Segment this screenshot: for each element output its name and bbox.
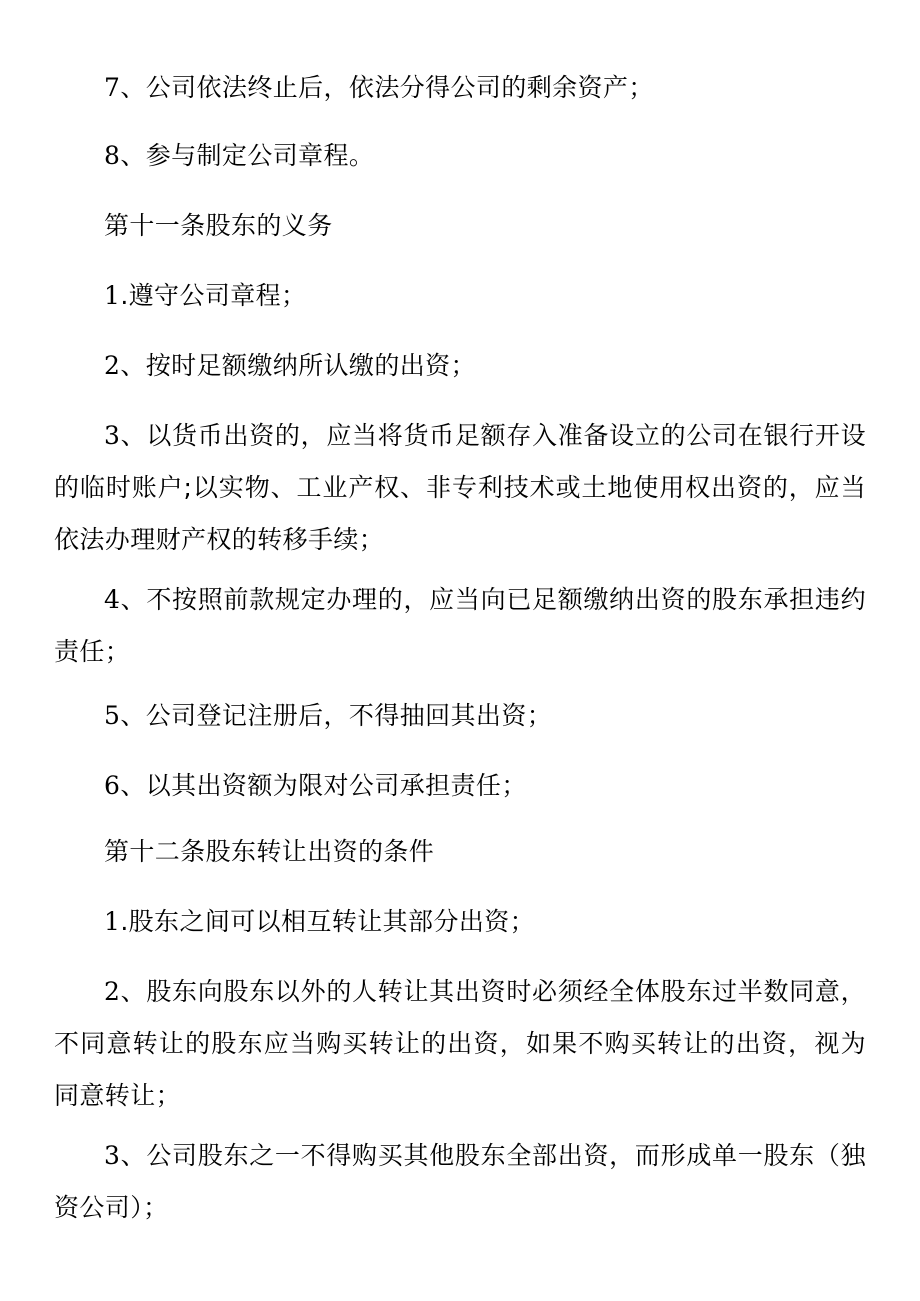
item-number: 1: [104, 281, 121, 310]
paragraph-transfer-1: [54, 896, 866, 948]
item-number: 2: [104, 351, 121, 380]
paragraph-text: 、股东向股东以外的人转让其出资时必须经全体股东过半数同意，不同意转让的股东应当购买转让的出资，如果不购买转让的出资，视为同意转让；: [54, 977, 866, 1110]
paragraph-transfer-3: [54, 1130, 866, 1234]
paragraph-right-8: [54, 130, 866, 182]
heading-text: 第十一条股东的义务: [104, 211, 333, 240]
paragraph-text: 、以货币出资的，应当将货币足额存入准备设立的公司在银行开设的临时账户;以实物、工业产权、非专利技术或土地使用权出资的，应当依法办理财产权的转移手续；: [54, 421, 866, 554]
paragraph-text: 、公司股东之一不得购买其他股东全部出资，而形成单一股东（独资公司）；: [54, 1141, 866, 1222]
heading-text: 第十二条股东转让出资的条件: [104, 837, 435, 866]
paragraph-duty-6: [54, 760, 866, 812]
section-heading-article-11: [54, 200, 866, 252]
paragraph-text: 、公司依法终止后，依法分得公司的剩余资产；: [120, 73, 654, 102]
paragraph-right-7: [54, 62, 866, 114]
section-heading-article-12: [54, 826, 866, 878]
item-number: 5: [104, 701, 121, 730]
paragraph-text: .遵守公司章程；: [120, 281, 307, 310]
paragraph-duty-4: [54, 574, 866, 678]
item-number: 4: [104, 585, 121, 614]
item-number: 8: [104, 141, 121, 170]
paragraph-text: 、按时足额缴纳所认缴的出资；: [120, 351, 476, 380]
item-number: 2: [104, 977, 121, 1006]
paragraph-duty-1: [54, 270, 866, 322]
paragraph-text: .股东之间可以相互转让其部分出资；: [120, 907, 536, 936]
item-number: 6: [104, 771, 121, 800]
paragraph-duty-2: [54, 340, 866, 392]
paragraph-text: 、以其出资额为限对公司承担责任；: [120, 771, 527, 800]
item-number: 1: [104, 907, 121, 936]
paragraph-duty-5: [54, 690, 866, 742]
paragraph-transfer-2: [54, 966, 866, 1122]
paragraph-duty-3: [54, 410, 866, 566]
item-number: 3: [104, 1141, 121, 1170]
paragraph-text: 、不按照前款规定办理的，应当向已足额缴纳出资的股东承担违约责任；: [54, 585, 866, 666]
paragraph-text: 、参与制定公司章程。: [120, 141, 375, 170]
item-number: 7: [104, 73, 121, 102]
paragraph-text: 、公司登记注册后，不得抽回其出资；: [120, 701, 553, 730]
item-number: 3: [104, 421, 121, 450]
